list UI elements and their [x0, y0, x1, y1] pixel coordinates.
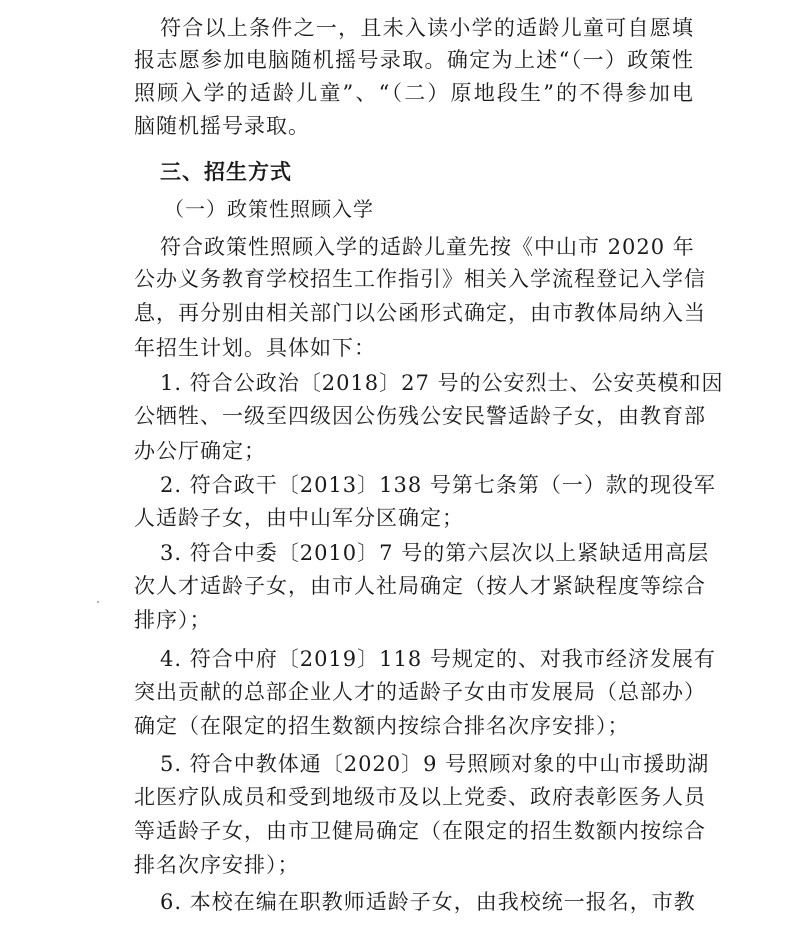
list-item-line: 等适龄子女，由市卫健局确定（在限定的招生数额内按综合 — [134, 819, 706, 843]
list-item-line: 5. 符合中教体通〔2020〕9 号照顾对象的中山市援助湖 — [160, 752, 710, 776]
list-item-line: 2. 符合政干〔2013〕138 号第七条第（一）款的现役军 — [160, 473, 716, 497]
list-item-line: 确定（在限定的招生数额内按综合排名次序安排）； — [134, 714, 630, 738]
paragraph-line: 公办义务教育学校招生工作指引》相关入学流程登记入学信 — [134, 267, 706, 291]
list-item-line: 办公厅确定； — [134, 439, 266, 463]
subsection-heading: （一）政策性照顾入学 — [164, 197, 374, 221]
scan-speck — [97, 601, 99, 603]
list-item-line: 1. 符合公政治〔2018〕27 号的公安烈士、公安英模和因 — [160, 371, 724, 395]
list-item-line: 突出贡献的总部企业人才的适龄子女由市发展局（总部办） — [134, 680, 706, 704]
list-item-line: 排名次序安排）； — [134, 853, 300, 877]
list-item-line: 公牺牲、一级至四级因公伤残公安民警适龄子女，由教育部 — [134, 404, 706, 428]
list-item-line: 6. 本校在编在职教师适龄子女，由我校统一报名，市教 — [160, 890, 696, 914]
paragraph-line: 符合政策性照顾入学的适龄儿童先按《中山市 2020 年 — [160, 235, 695, 259]
list-item-line: 4. 符合中府〔2019〕118 号规定的、对我市经济发展有 — [160, 647, 716, 671]
list-item-line: 人适龄子女，由中山军分区确定； — [134, 506, 464, 530]
paragraph-line: 息，再分别由相关部门以公函形式确定，由市教体局纳入当 — [134, 301, 706, 325]
paragraph-line: 符合以上条件之一，且未入读小学的适龄儿童可自愿填 — [160, 16, 694, 40]
paragraph-line: 年招生计划。具体如下： — [134, 336, 376, 360]
list-item-line: 次人才适龄子女，由市人社局确定（按人才紧缺程度等综合 — [134, 574, 706, 598]
section-heading: 三、招生方式 — [160, 160, 292, 184]
list-item-line: 3. 符合中委〔2010〕7 号的第六层次以上紧缺适用高层 — [160, 541, 710, 565]
paragraph-line: 脑随机摇号录取。 — [134, 114, 310, 138]
paragraph-line: 报志愿参加电脑随机摇号录取。确定为上述“（一）政策性 — [134, 48, 694, 72]
paragraph-line: 照顾入学的适龄儿童”、“（二）原地段生”的不得参加电 — [134, 81, 694, 105]
list-item-line: 排序）； — [134, 608, 212, 632]
list-item-line: 北医疗队成员和受到地级市及以上党委、政府表彰医务人员 — [134, 785, 706, 809]
